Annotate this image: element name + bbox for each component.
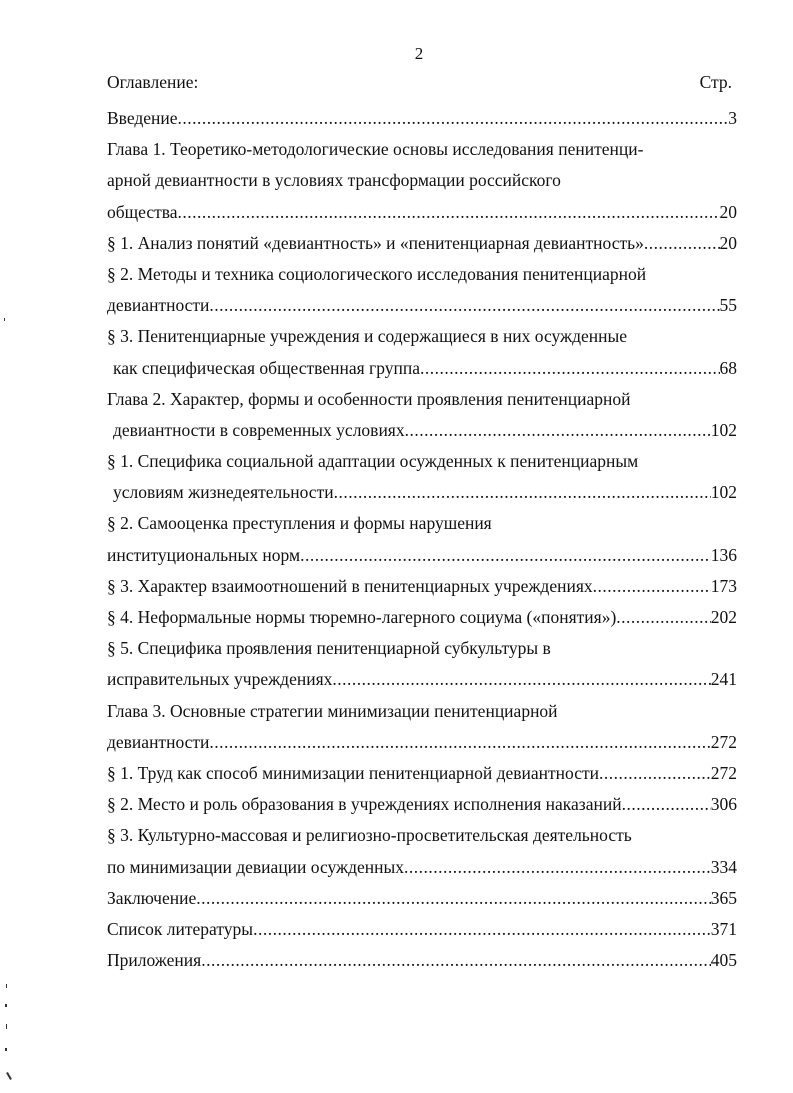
toc-entry-page: 272 (710, 762, 737, 783)
toc-entry-title: Приложения (107, 950, 202, 971)
scan-artifact (5, 1004, 7, 1007)
toc-dot-leader (209, 727, 710, 758)
toc-entry-page: 306 (710, 794, 737, 815)
toc-dot-leader (253, 914, 711, 945)
toc-entry-page: 3 (728, 108, 737, 128)
toc-entry-title: Глава 1. Теоретико-методологические основы исследования пенитенци- (107, 139, 644, 160)
toc-entry-title: § 2. Методы и техника социологического исследования пенитенциарной (107, 263, 647, 284)
toc-entry-title: девиантности в современных условиях (113, 419, 405, 440)
toc-dot-leader (334, 477, 711, 508)
toc-entry (107, 508, 737, 539)
toc-entry-page: 102 (710, 482, 737, 503)
toc-entry-title: как специфическая общественная группа (113, 357, 420, 378)
toc-entry-page: 371 (710, 918, 737, 939)
table-of-contents (107, 103, 737, 976)
toc-entry (107, 197, 737, 228)
toc-entry (107, 820, 737, 851)
toc-entry-page: 334 (710, 856, 737, 877)
toc-entry-title: Глава 3. Основные стратегии минимизации пенитенциарной (107, 700, 558, 721)
toc-entry-title: § 1. Труд как способ минимизации пенитенциарной девиантности (107, 762, 600, 783)
toc-entry-title: § 2. Место и роль образования в учреждениях исполнения наказаний (107, 794, 622, 815)
toc-dot-leader (404, 852, 711, 883)
toc-entry-title: арной девиантности в условиях трансформации российского (107, 170, 561, 191)
toc-entry (107, 415, 737, 446)
page-number: 2 (414, 44, 424, 63)
toc-entry (107, 259, 737, 290)
toc-entry-title: § 3. Пенитенциарные учреждения и содержащиеся в них осужденные (107, 326, 628, 347)
toc-entry-title: § 5. Специфика проявления пенитенциарной субкультуры в (107, 638, 551, 659)
toc-dot-leader (420, 353, 720, 384)
toc-entry-title: Список литературы (107, 918, 254, 939)
toc-entry-page: 68 (719, 357, 737, 378)
toc-entry-title: § 1. Специфика социальной адаптации осужденных к пенитенциарным (107, 451, 639, 472)
toc-header (107, 72, 732, 93)
toc-dot-leader (593, 571, 711, 602)
toc-dot-leader (178, 103, 729, 134)
toc-dot-leader (178, 197, 720, 228)
toc-entry-page: 241 (710, 669, 737, 690)
toc-entry (107, 321, 737, 352)
toc-entry (107, 103, 737, 134)
toc-entry-title: § 4. Неформальные нормы тюремно-лагерного социума («понятия») (107, 607, 617, 627)
scan-artifact (6, 1024, 7, 1029)
toc-heading: Оглавление: (107, 72, 199, 92)
toc-dot-leader (196, 883, 711, 914)
toc-entry-title: девиантности (107, 295, 210, 316)
toc-entry-title: общества (107, 201, 178, 222)
toc-entry-page: 405 (710, 950, 737, 971)
toc-dot-leader (405, 415, 711, 446)
toc-dot-leader (209, 290, 719, 321)
toc-entry-title: § 2. Самооценка преступления и формы нарушения (107, 513, 492, 534)
toc-entry (107, 696, 737, 727)
toc-entry-title: § 3. Культурно-массовая и религиозно-просветительская деятельность (107, 825, 632, 846)
toc-entry-page: 102 (710, 419, 737, 440)
toc-entry (107, 571, 737, 602)
toc-entry-title: Введение (107, 108, 178, 128)
toc-entry (107, 540, 737, 571)
toc-entry (107, 664, 737, 695)
toc-entry-page: 272 (710, 731, 737, 752)
scan-artifact (5, 1048, 7, 1051)
toc-entry-page: 202 (710, 607, 737, 627)
scan-artifact (6, 1072, 12, 1080)
toc-entry (107, 945, 737, 976)
toc-dot-leader (332, 664, 710, 695)
scan-artifact (4, 318, 5, 321)
toc-entry (107, 165, 737, 196)
toc-entry (107, 633, 737, 664)
toc-entry (107, 134, 737, 165)
toc-entry (107, 446, 737, 477)
toc-entry-title: по минимизации девиации осужденных (107, 856, 405, 877)
toc-entry-title: Глава 2. Характер, формы и особенности проявления пенитенциарной (107, 388, 631, 409)
toc-entry-page: 173 (710, 575, 737, 596)
toc-entry (107, 852, 737, 883)
toc-entry-title: § 3. Характер взаимоотношений в пенитенциарных учреждениях (107, 575, 593, 596)
toc-entry (107, 914, 737, 945)
toc-entry (107, 477, 737, 508)
toc-entry (107, 758, 737, 789)
toc-entry-page: 20 (719, 201, 737, 222)
toc-dot-leader (599, 758, 711, 789)
toc-dot-leader (644, 228, 720, 259)
toc-entry (107, 789, 737, 820)
toc-entry-page: 136 (710, 544, 737, 565)
toc-entry (107, 883, 737, 914)
toc-entry (107, 727, 737, 758)
toc-entry-page: 55 (719, 295, 737, 316)
toc-dot-leader (201, 945, 711, 976)
toc-entry-title: Заключение (107, 887, 197, 908)
toc-entry-title: девиантности (107, 731, 210, 752)
toc-entry-title: исправительных учреждениях (107, 669, 333, 690)
toc-entry (107, 602, 737, 633)
toc-entry (107, 384, 737, 415)
toc-entry-title: институциональных норм (107, 544, 301, 565)
toc-dot-leader (616, 602, 710, 633)
toc-entry (107, 228, 737, 259)
toc-dot-leader (300, 540, 711, 571)
toc-entry-title: § 1. Анализ понятий «девиантность» и «пенитенциарная девиантность» (107, 232, 644, 253)
toc-page-label: Стр. (699, 72, 732, 92)
toc-dot-leader (622, 789, 711, 820)
toc-entry (107, 290, 737, 321)
toc-entry-page: 365 (710, 887, 737, 908)
toc-entry-page: 20 (719, 232, 737, 253)
scan-artifact (6, 984, 7, 988)
toc-entry-title: условиям жизнедеятельности (113, 482, 334, 503)
toc-entry (107, 353, 737, 384)
